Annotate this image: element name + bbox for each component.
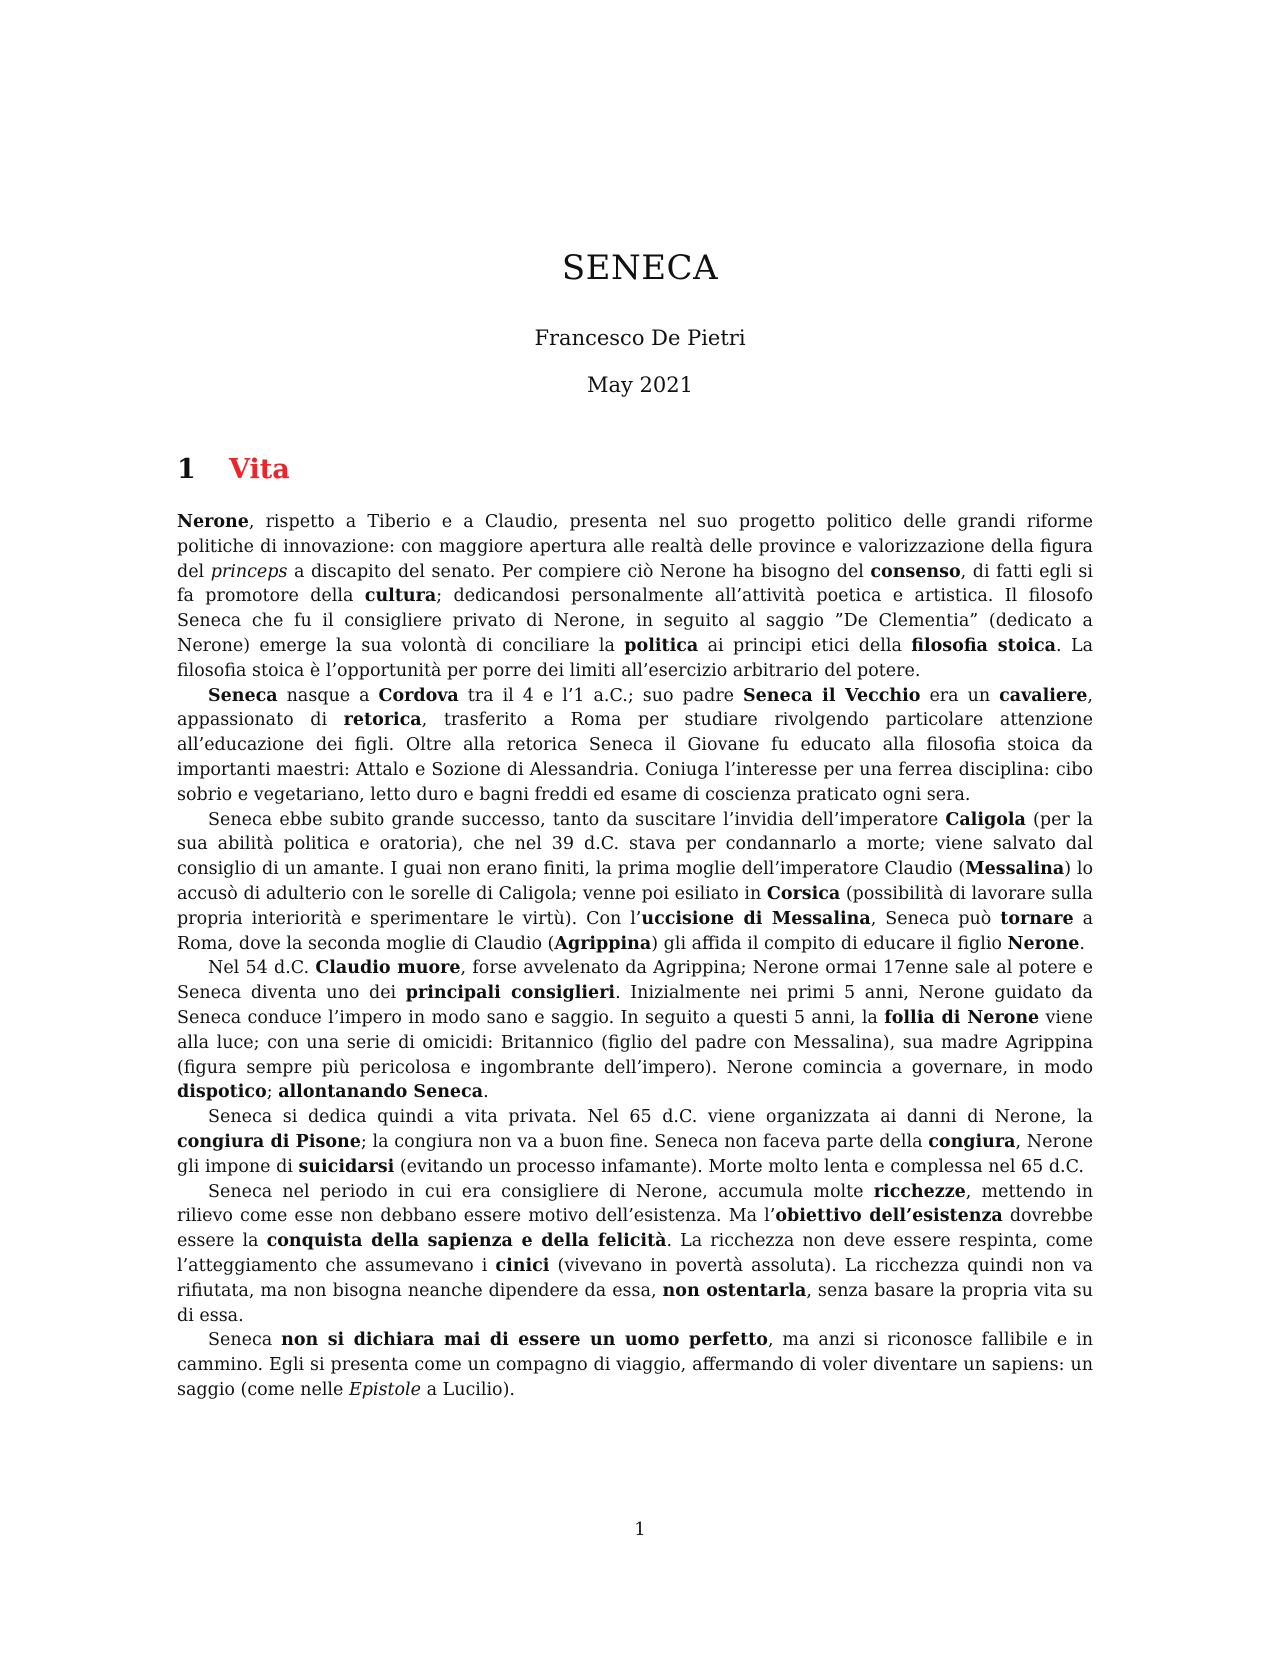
bold-term: Agrippina [554, 933, 652, 954]
text-run: . La filosofia stoica è l’opportunità per porre dei limiti all’esercizio arbitrario del potere. [177, 635, 1094, 681]
section-number: 1 [177, 454, 196, 485]
bold-term: ricchezze [873, 1181, 966, 1202]
bold-term: principali consiglieri [405, 983, 616, 1004]
section-heading [177, 454, 290, 485]
text-run: , mettendo in rilievo come esse non debbano essere motivo dell’esistenza. Ma l’ [177, 1181, 1093, 1227]
text-run: a Lucilio). [421, 1379, 515, 1400]
bold-term: suicidarsi [298, 1156, 395, 1177]
bold-term: follia di Nerone [884, 1007, 1040, 1028]
text-run: nasque a [277, 685, 379, 706]
bold-term: Seneca [208, 685, 278, 706]
text-run: Nel 54 d.C. [208, 958, 316, 979]
text-run: , appassionato di [177, 685, 1093, 731]
text-run: (vivevano in povertà assoluta). La ricchezza quindi non va rifiutata, ma non bisogna neanche dipendere da essa, [177, 1255, 1093, 1301]
text-run: , forse avvelenato da Agrippina; Nerone ormai 17enne sale al potere e Seneca diventa uno dei [177, 958, 1093, 1004]
paragraph [177, 1105, 1093, 1179]
bold-term: Nerone [177, 512, 249, 532]
text-run: Seneca nel periodo in cui era consigliere di Nerone, accumula molte [208, 1181, 874, 1202]
text-run: Seneca ebbe subito grande successo, tanto da suscitare l’invidia dell’imperatore [208, 809, 946, 830]
bold-term: tornare [1000, 908, 1074, 929]
bold-term: cavaliere [999, 685, 1088, 706]
text-run: . La ricchezza non deve essere respinta, come l’atteggiamento che assumevano i [177, 1231, 1093, 1276]
section-title: Vita [229, 454, 290, 485]
text-run: ; [266, 1082, 279, 1103]
text-run: (possibilità di lavorare sulla propria interiorità e sperimentare le virtù). Con l’ [177, 883, 1093, 929]
text-run: tra il 4 e l’1 a.C.; suo padre [458, 685, 744, 706]
text-run: a discapito del senato. Per compiere ciò Nerone ha bisogno del [287, 561, 871, 582]
text-run: ) gli affida il compito di educare il figlio [651, 933, 1008, 954]
bold-term: allontanando Seneca [278, 1082, 484, 1103]
text-run: viene alla luce; con una serie di omicidi: Britannico (figlio del padre con Messalina), sua madre Agrippina (figura sempre più pericolosa e ingombrante dell’impero). Nerone comincia a governare, in modo [177, 1007, 1094, 1078]
paragraph [177, 1180, 1093, 1329]
bold-term: Cordova [378, 685, 459, 706]
text-run: , trasferito a Roma per studiare rivolgendo particolare attenzione all’educazione dei figli. Oltre alla retorica Seneca il Giovane fu educato alla filosofia stoica da importanti maestri: Attalo e Sozione di Alessandria. Coniuga l’interesse per una ferrea disciplina: cibo sobrio e vegetariano, letto duro e bagni freddi ed esame di coscienza praticato ogni sera. [177, 710, 1093, 805]
paragraph [177, 808, 1093, 957]
paragraph [177, 956, 1093, 1105]
text-run: era un [920, 685, 1000, 706]
text-run: ai principi etici della [698, 635, 912, 656]
page-number: 1 [634, 1519, 646, 1540]
paragraph [177, 1328, 1093, 1402]
text-run: ) lo accusò di adulterio con le sorelle di Caligola; venne poi esiliato in [177, 859, 1093, 904]
bold-term: politica [624, 635, 699, 656]
text-run: (per la sua abilità politica e oratoria), che nel 39 d.C. stava per condannarlo a morte; viene salvato dal consiglio di un amante. I guai non erano finiti, la prima moglie dell’imperatore Claudio ( [177, 809, 1093, 880]
italic-term: Epistole [348, 1379, 422, 1400]
text-run: ; dedicandosi personalmente all’attività poetica e artistica. Il filosofo Seneca che fu il consigliere privato di Nerone, in seguito al saggio ”De Clementia” (dedicato a Nerone) emerge la sua volontà di conciliare la [177, 586, 1093, 656]
paragraph [177, 684, 1093, 808]
bold-term: Seneca il Vecchio [743, 685, 921, 706]
bold-term: cultura [364, 586, 437, 607]
text-run: . [483, 1082, 489, 1103]
text-run: Seneca [208, 1330, 282, 1351]
bold-term: obiettivo dell’esistenza [775, 1206, 1003, 1227]
text-run: Seneca si dedica quindi a vita privata. Nel 65 d.C. viene organizzata ai danni di Nerone, la [208, 1107, 1093, 1128]
bold-term: filosofia stoica [911, 635, 1057, 656]
bold-term: congiura [928, 1131, 1016, 1152]
bold-term: non si dichiara mai di essere un uomo perfetto [281, 1330, 768, 1351]
bold-term: uccisione di Messalina [641, 908, 871, 929]
text-run: , rispetto a Tiberio e a Claudio, presenta nel suo progetto politico delle grandi riforme politiche di innovazione: con maggiore apertura alle realtà delle province e valorizzazione della figura del [177, 512, 1093, 582]
text-run: (evitando un processo infamante). Morte molto lenta e complessa nel 65 d.C. [394, 1156, 1084, 1177]
section-body [177, 510, 1093, 1403]
text-run: . Inizialmente nei primi 5 anni, Nerone guidato da Seneca conduce l’impero in modo sano e saggio. In seguito a questi 5 anni, la [177, 983, 1093, 1028]
author-name: Francesco De Pietri [534, 326, 746, 350]
text-run: , Seneca può [870, 908, 1001, 929]
text-run: dovrebbe essere la [177, 1206, 1093, 1252]
bold-term: conquista della sapienza e della felicità [266, 1231, 667, 1252]
bold-term: consenso [870, 561, 961, 582]
bold-term: cinici [495, 1255, 550, 1276]
text-run: . [1079, 933, 1085, 954]
bold-term: Nerone [1007, 933, 1080, 954]
text-run: , ma anzi si riconosce fallibile e in cammino. Egli si presenta come un compagno di viaggio, affermando di voler diventare un sapiens: un saggio (come nelle [177, 1330, 1093, 1400]
bold-term: Claudio muore [315, 958, 461, 979]
italic-term: princeps [210, 561, 288, 582]
bold-term: dispotico [177, 1082, 267, 1103]
bold-term: Corsica [766, 883, 841, 904]
bold-term: congiura di Pisone [177, 1131, 361, 1152]
bold-term: retorica [343, 710, 422, 731]
text-run: , senza basare la propria vita su di essa. [177, 1280, 1094, 1326]
bold-term: non ostentarla [662, 1280, 807, 1301]
text-run: , Nerone gli impone di [177, 1131, 1093, 1177]
document-date: May 2021 [586, 373, 693, 397]
text-run: ; la congiura non va a buon fine. Seneca non faceva parte della [360, 1131, 929, 1152]
bold-term: Messalina [965, 859, 1065, 880]
document-title: SENECA [561, 248, 719, 288]
bold-term: Caligola [945, 809, 1026, 830]
text-run: a Roma, dove la seconda moglie di Claudio ( [177, 908, 1093, 954]
text-run: , di fatti egli si fa promotore della [177, 561, 1094, 607]
paragraph [177, 510, 1093, 684]
